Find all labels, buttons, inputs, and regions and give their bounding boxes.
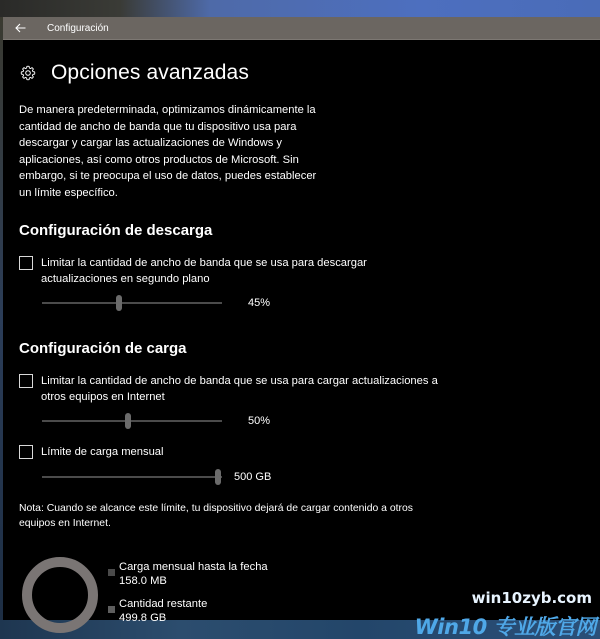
title-bar [3, 17, 600, 40]
slider-track[interactable] [42, 302, 222, 304]
download-slider-row [19, 292, 584, 314]
monthly-limit-option[interactable] [19, 444, 584, 461]
gear-icon [20, 65, 36, 81]
upload-section-title: Configuración de carga [19, 339, 187, 357]
usage-donut-chart [20, 555, 100, 635]
legend-label: Carga mensual hasta la fecha [119, 561, 268, 574]
legend-item-remaining [108, 597, 268, 625]
slider-track[interactable] [42, 420, 222, 422]
monthly-slider-row [19, 466, 584, 488]
download-section-title: Configuración de descarga [19, 221, 213, 239]
note-line2: equipos en Internet. [19, 518, 111, 530]
slider-track[interactable] [42, 476, 222, 478]
legend-item-uploaded [108, 560, 268, 588]
download-limit-label-line2: actualizaciones en segundo plano [41, 273, 210, 286]
monthly-limit-label[interactable]: Límite de carga mensual [41, 445, 164, 458]
upload-limit-label-line1: Limitar la cantidad de ancho de banda que se usa para cargar actualizaciones a [41, 374, 438, 387]
upload-slider-row [19, 410, 584, 432]
download-slider-value: 45% [248, 296, 271, 309]
arrow-left-icon [15, 23, 26, 33]
download-limit-checkbox[interactable] [19, 256, 33, 270]
monthly-slider-value: 500 GB [234, 471, 272, 484]
monthly-limit-checkbox[interactable] [19, 445, 33, 459]
intro-description: De manera predeterminada, optimizamos dinámicamente la cantidad de ancho de banda que tu dispositivo usa para descargar y cargar las actualizaciones de Windows y aplicaciones, así como otros productos de Microsoft. Sin embargo, si te preocupa el uso de datos, puedes establecer un límite específico. [19, 104, 317, 199]
page-content [3, 59, 600, 635]
watermark [472, 589, 592, 607]
slider-thumb[interactable] [125, 413, 131, 429]
download-limit-label[interactable] [41, 255, 367, 288]
window-title: Configuración [47, 22, 109, 34]
slider-thumb[interactable] [116, 295, 122, 311]
legend-value: 158.0 MB [119, 575, 167, 588]
back-button[interactable] [3, 17, 37, 40]
upload-slider-value: 50% [248, 414, 271, 427]
watermark-brand: Win10 专业版官网 [414, 615, 596, 639]
legend-swatch-icon [108, 569, 115, 576]
watermark-url: win10zyb.com [471, 589, 592, 607]
desktop-background-top [0, 0, 600, 17]
page-header [19, 59, 584, 87]
download-limit-option[interactable] [19, 255, 584, 288]
download-limit-label-line1: Limitar la cantidad de ancho de banda que se usa para descargar [41, 256, 367, 269]
upload-limit-option[interactable] [19, 373, 584, 406]
download-bandwidth-slider[interactable] [42, 295, 222, 311]
legend-swatch-icon [108, 606, 115, 613]
upload-bandwidth-slider[interactable] [42, 413, 222, 429]
upload-limit-checkbox[interactable] [19, 374, 33, 388]
upload-limit-label-line2: otros equipos en Internet [41, 391, 165, 404]
upload-limit-label[interactable] [41, 373, 438, 406]
note-line1: Nota: Cuando se alcance este límite, tu dispositivo dejará de cargar contenido a otros [19, 503, 413, 515]
slider-thumb[interactable] [215, 469, 221, 485]
legend-value: 499.8 GB [119, 612, 167, 625]
legend-label: Cantidad restante [119, 598, 208, 611]
monthly-limit-note [19, 501, 429, 531]
settings-window [3, 17, 600, 625]
page-title: Opciones avanzadas [51, 61, 249, 84]
usage-legend [108, 560, 268, 635]
monthly-limit-slider[interactable] [42, 469, 222, 485]
